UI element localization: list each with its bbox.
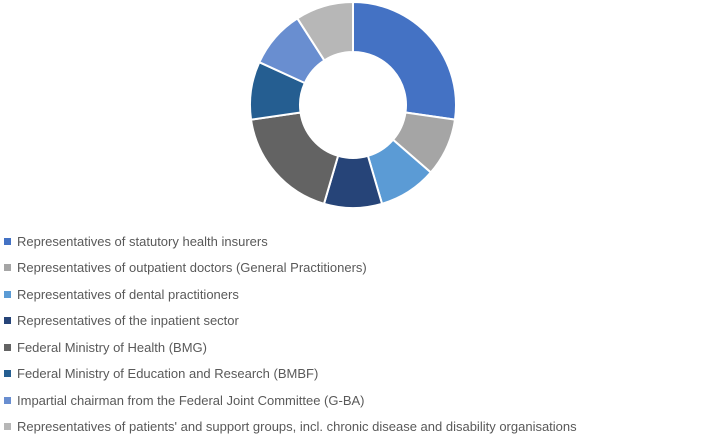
legend-swatch-icon — [4, 344, 11, 351]
legend-item — [4, 387, 577, 414]
legend-item — [4, 308, 577, 335]
legend-swatch-icon — [4, 291, 11, 298]
donut-segment-5 — [251, 113, 338, 204]
legend-swatch-icon — [4, 238, 11, 245]
legend — [4, 228, 577, 438]
legend-label: Federal Ministry of Education and Research (BMBF) — [17, 366, 319, 382]
legend-label: Representatives of outpatient doctors (General Practitioners) — [17, 260, 367, 276]
legend-label: Federal Ministry of Health (BMG) — [17, 339, 207, 355]
legend-swatch-icon — [4, 370, 11, 377]
legend-label: Representatives of the inpatient sector — [17, 313, 239, 329]
legend-swatch-icon — [4, 397, 11, 404]
legend-label: Impartial chairman from the Federal Joint Committee (G-BA) — [17, 392, 365, 408]
legend-label: Representatives of dental practitioners — [17, 286, 239, 302]
legend-label: Representatives of statutory health insurers — [17, 233, 268, 249]
donut-segment-1 — [353, 2, 456, 120]
legend-item — [4, 255, 577, 282]
legend-swatch-icon — [4, 264, 11, 271]
legend-item — [4, 281, 577, 308]
legend-swatch-icon — [4, 317, 11, 324]
legend-item — [4, 361, 577, 388]
legend-item — [4, 334, 577, 361]
legend-item — [4, 414, 577, 438]
legend-item — [4, 228, 577, 255]
legend-label: Representatives of patients' and support groups, incl. chronic disease and disability organisations — [17, 419, 577, 435]
legend-swatch-icon — [4, 423, 11, 430]
